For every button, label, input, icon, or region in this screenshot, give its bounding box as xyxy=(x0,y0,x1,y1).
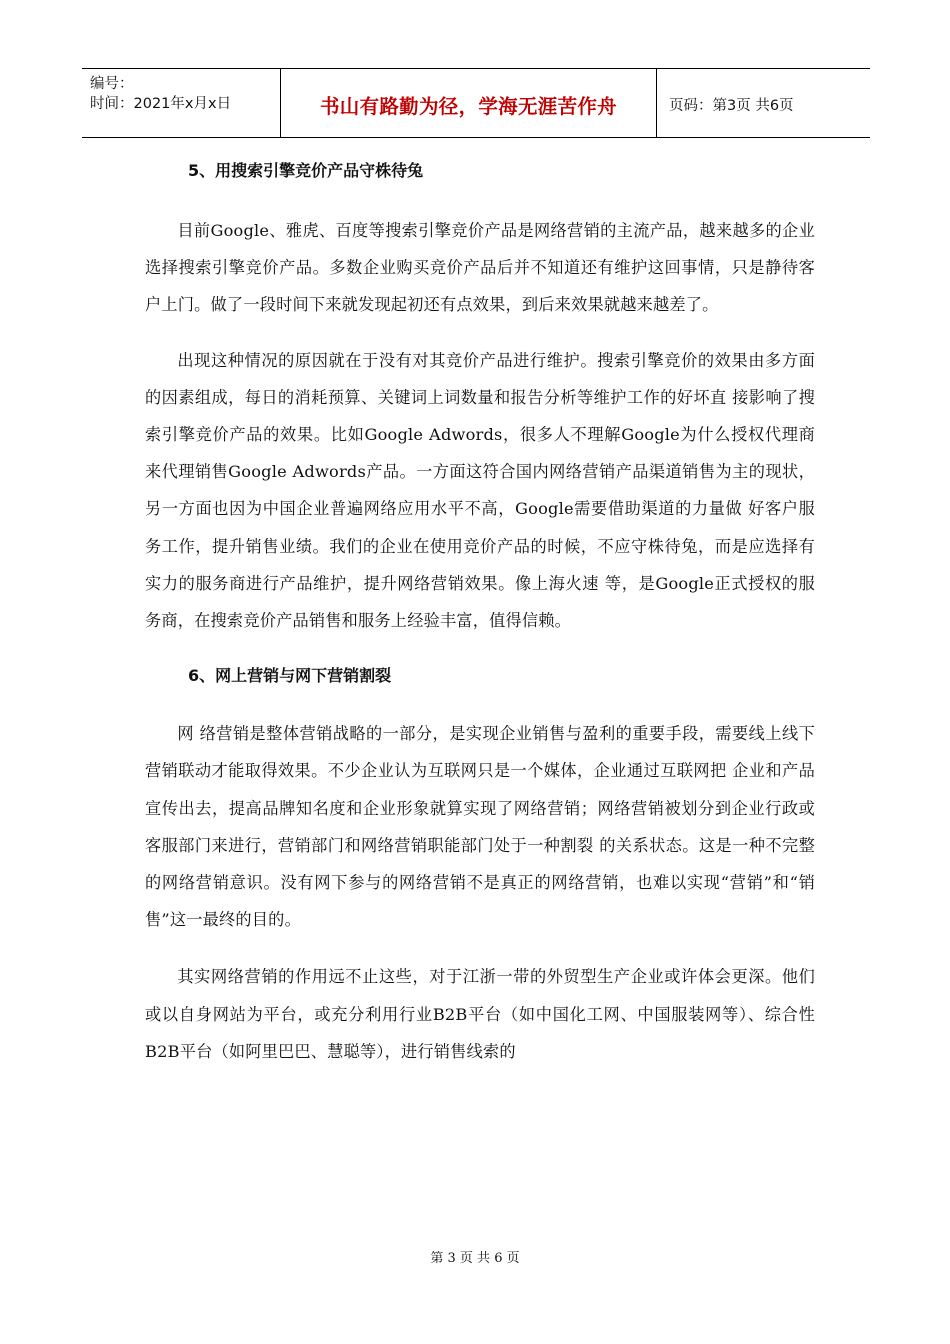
header-page-cell xyxy=(657,69,870,137)
section-heading-6: 6、网上营销与网下营销割裂 xyxy=(188,666,392,686)
header-motto: 书山有路勤为径，学海无涯苦作舟 xyxy=(319,95,617,118)
page-footer: 第 3 页 共 6 页 xyxy=(430,1251,520,1266)
header-meta-cell xyxy=(82,69,281,137)
header-motto-cell xyxy=(281,69,657,137)
paragraph: 目前Google、雅虎、百度等搜索引擎竞价产品是网络营销的主流产品，越来越多的企业选择搜索引擎竞价产品。多数企业购买竞价产品后并不知道还有维护这回事情，只是静待客户上门。做了一段时间下来就发现起初还有点效果，到后来效果就越来越差了。 xyxy=(145,221,815,315)
paragraph: 出现这种情况的原因就在于没有对其竞价产品进行维护。搜索引擎竞价的效果由多方面的因素组成，每日的消耗预算、关键词上词数量和报告分析等维护工作的好坏直 接影响了搜索引擎竞价产品的效果。比如Google Adwords，很多人不理解Google为什么授权代理商来代理销售Google Adwords产品。一方面这符合国内网络营销产品渠道销售为主的现状，另一方面也因为中国企业普遍网络应用水平不高，Google需要借助渠道的力量做 好客户服务工作，提升销售业绩。我们的企业在使用竞价产品的时候，不应守株待兔，而是应选择有实力的服务商进行产品维护，提升网络营销效果。像上海火速 等，是Google正式授权的服务商，在搜索竞价产品销售和服务上经验丰富，值得信赖。 xyxy=(145,350,815,631)
paragraph: 其实网络营销的作用远不止这些，对于江浙一带的外贸型生产企业或许体会更深。他们或以自身网站为平台，或充分利用行业B2B平台（如中国化工网、中国服装网等）、综合性B2B平台（如阿里巴巴、慧聪等），进行销售线索的 xyxy=(145,967,815,1061)
document-header xyxy=(82,68,870,138)
header-page-info: 页码：第3页 共6页 xyxy=(669,98,794,114)
document-body xyxy=(145,152,815,1070)
paragraph: 网 络营销是整体营销战略的一部分，是实现企业销售与盈利的重要手段，需要线上线下营销联动才能取得效果。不少企业认为互联网只是一个媒体，企业通过互联网把 企业和产品宣传出去，提高品牌知名度和企业形象就算实现了网络营销；网络营销被划分到企业行政或客服部门来进行，营销部门和网络营销职能部门处于一种割裂 的关系状态。这是一种不完整的网络营销意识。没有网下参与的网络营销不是真正的网络营销，也难以实现“营销”和“销售”这一最终的目的。 xyxy=(145,724,815,930)
section-heading-5: 5、用搜索引擎竞价产品守株待兔 xyxy=(188,161,424,180)
document-date: 时间：2021年x月x日 xyxy=(90,96,232,112)
document-number-label: 编号： xyxy=(90,76,134,92)
